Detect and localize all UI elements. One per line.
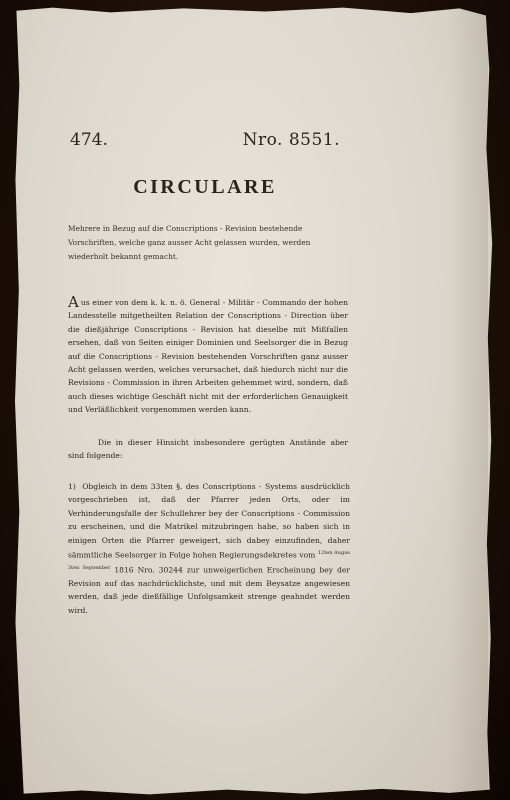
page-number: 474. <box>70 130 108 150</box>
paragraph-1-text: us einer von dem k. k. n. ö. General - Militär - Commando der hohen Landesstelle mitgetheilten Relation der Conscriptions - Direction über die dießjährige Conscriptions - Revision hat dieselbe mit Mißfallen ersehen, daß von Seiten einiger Dominien und Seelsorger die in Bezug auf die Conscriptions - Revision bestehenden Vorschriften ganz ausser Acht gelassen werden, welches verursachet, daß hiedurch nicht nur die Revisions - Commission in ihren Arbeiten gehemmet wird, sondern, daß auch dieses wichtige Geschäft nicht mit der erforderlichen Genauigkeit und Verläßlichkeit vorgenommen werden kann. <box>68 298 348 415</box>
paragraph-1 <box>68 293 348 417</box>
date-top: 12ten Augus <box>317 550 350 557</box>
initial-letter: A <box>68 293 79 311</box>
list-item-text-part1: Obgleich in dem 33ten §. des Conscriptions - Systems ausdrücklich vorgeschrieben ist, daß der Pfarrer jeden Orts, oder im Verhinderungsfalle der Schullehrer bey der Conscriptions - Commission zu erscheinen, und die Matrikel mitzubringen habe, so haben sich in einigen Orten die Pfarrer geweigert, sich dabey einzufinden, daher sämmtliche Seelsorger in Folge hohen Regierungsdekretes vom <box>68 482 350 560</box>
list-item-1 <box>68 480 350 617</box>
list-item-text-part2: 1816 Nro. 30244 zur unweigerlichen Erscheinung bey der Revision auf das nachdrücklichste, und mit dem Beysatze angewiesen werden, daß jede dießfällige Unfolgsamkeit strenge geahndet werden wird. <box>68 565 350 615</box>
list-item-number: 1) <box>68 482 76 491</box>
page-shading <box>448 6 488 796</box>
date-bottom: 3ten September <box>68 564 111 571</box>
decree-number: Nro. 8551. <box>242 130 340 150</box>
document-title: CIRCULARE <box>133 176 277 198</box>
document-summary: Mehrere in Bezug auf die Conscriptions - Revision bestehende Vorschriften, welche ganz ausser Acht gelassen wurden, werden wiederholt bekannt gemacht. <box>68 224 311 261</box>
paragraph-2: Die in dieser Hinsicht insbesondere gerügten Anstände aber sind folgende: <box>68 438 348 461</box>
document-header <box>70 130 340 156</box>
